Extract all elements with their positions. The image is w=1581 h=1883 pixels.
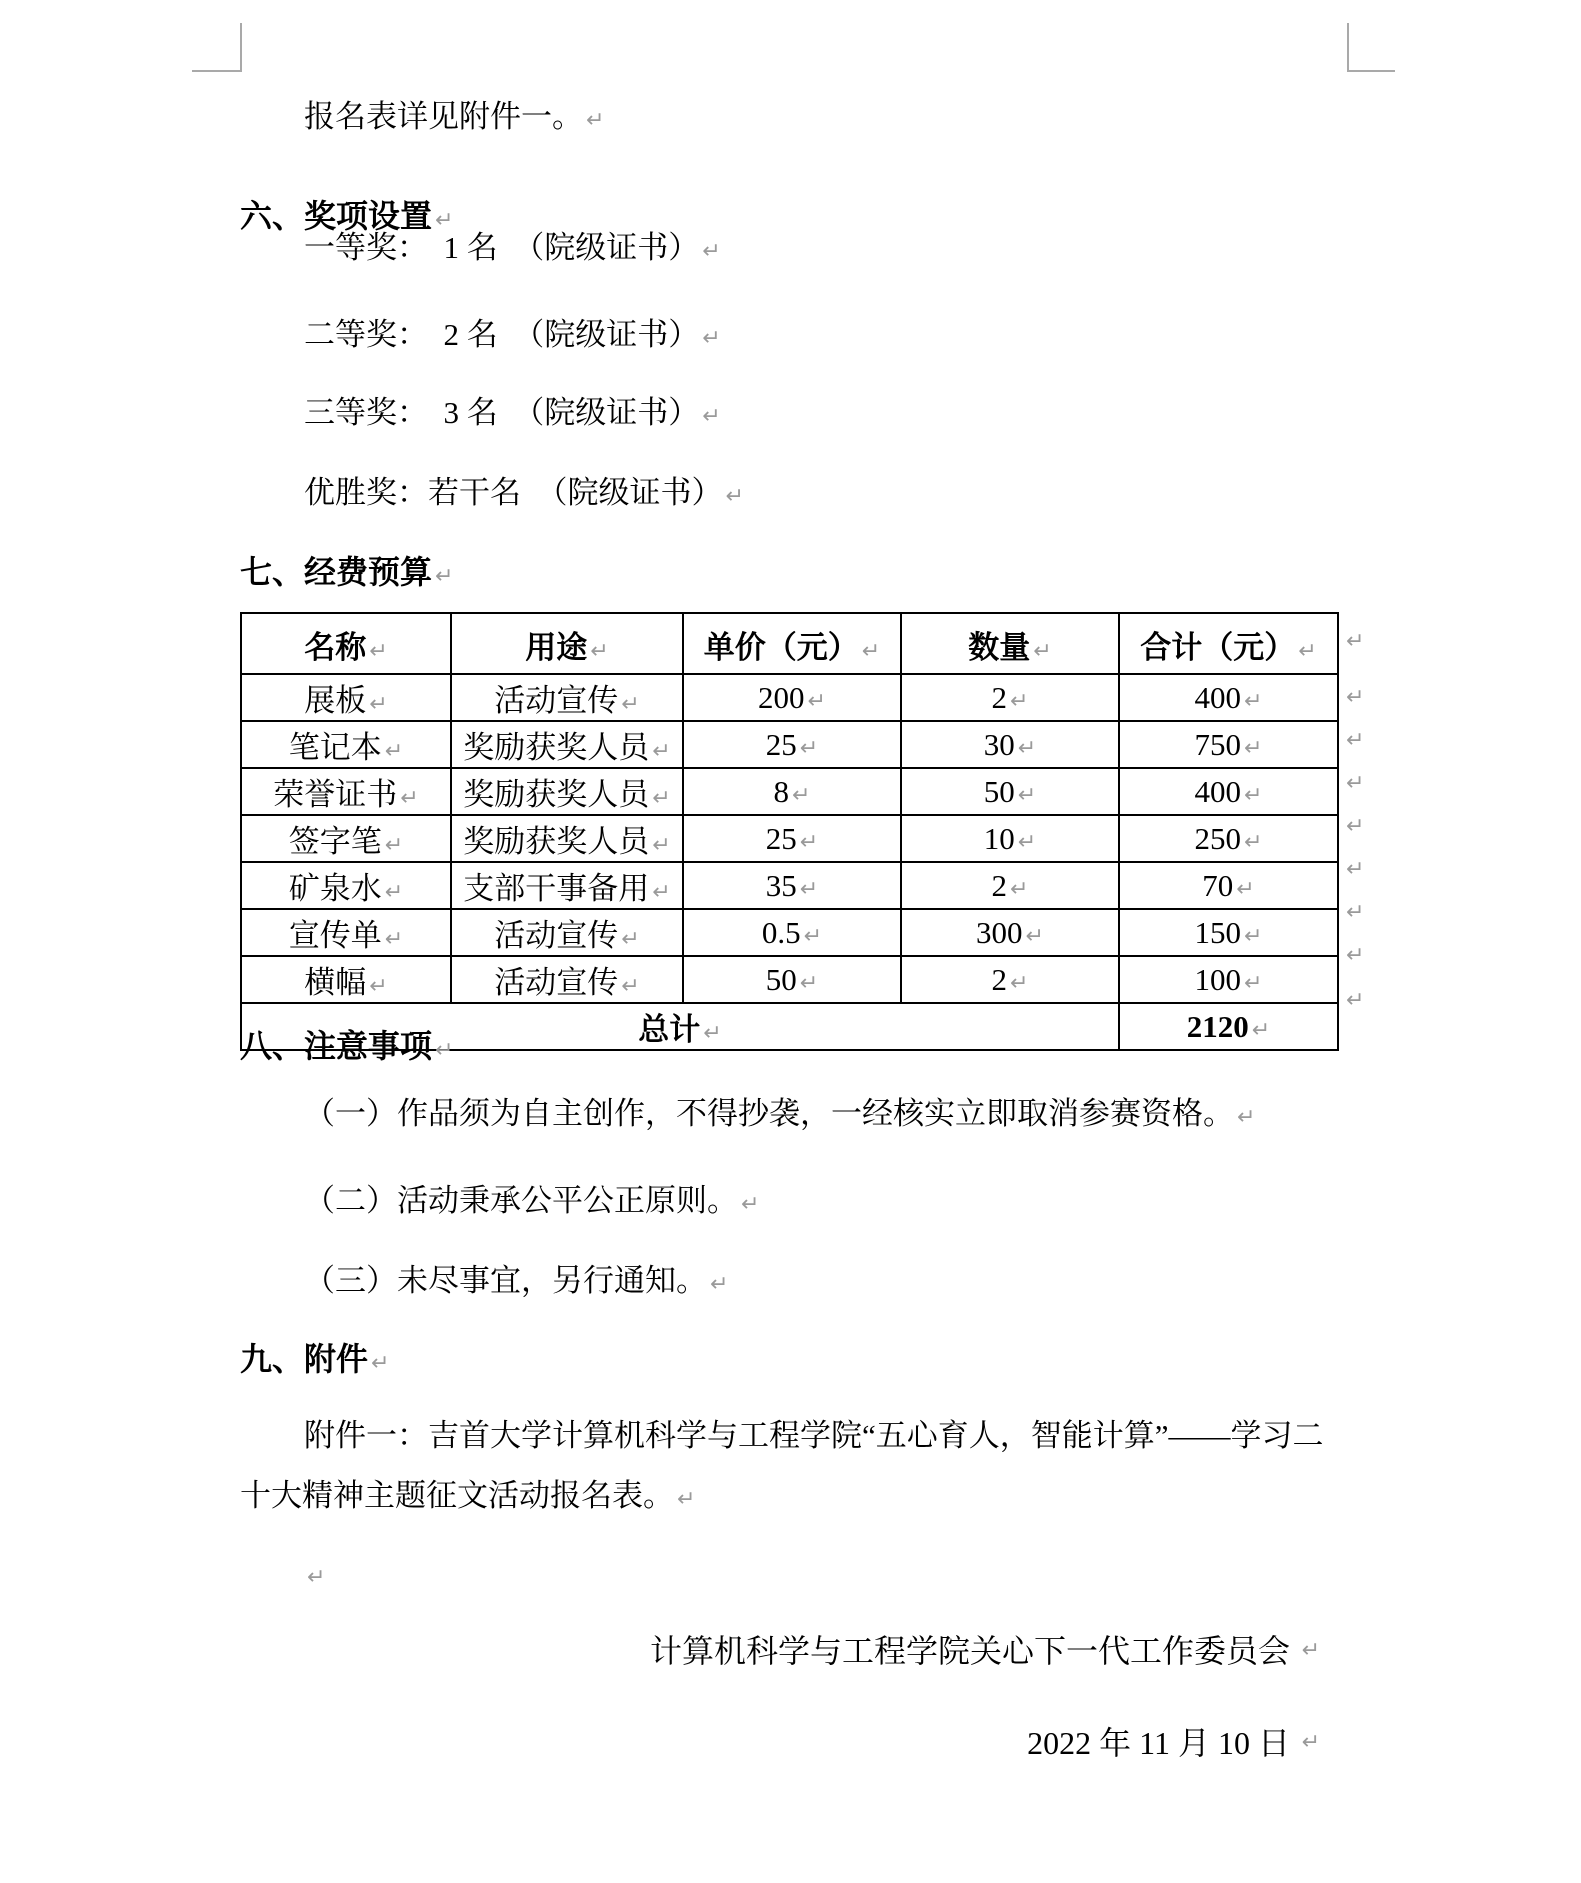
pilcrow-mark: ↵ [435,1038,454,1063]
table-row-certificate [241,768,1338,815]
pilcrow-mark: ↵ [703,1021,722,1046]
budget-table-wrapper [240,612,1339,1051]
pilcrow-mark: ↵ [369,639,388,664]
cell-item [241,862,451,909]
header-cell-subtotal [1119,613,1338,674]
cell-quantity [901,862,1119,909]
cell-text: 100 [1194,961,1242,997]
note-1-text: （一）作品须为自主创作，不得抄袭，一经核实立即取消参赛资格。 [304,1096,1234,1131]
pilcrow-mark: ↵ [1010,688,1029,714]
cell-text: 荣誉证书 [273,777,398,812]
award-line-second [240,313,1347,361]
pilcrow-mark: ↵ [586,108,605,133]
cell-text: 0.5 [761,914,801,950]
table-row-banner [241,956,1338,1003]
cell-text: 400 [1194,679,1242,715]
section-7-title: 七、经费预算 [240,554,433,590]
pilcrow-mark: ↵ [1301,1730,1320,1755]
header-subtotal-text: 合计（元） [1140,630,1296,665]
pilcrow-mark: ↵ [621,974,640,999]
cell-purpose [451,815,683,862]
row-end-pilcrow [1343,672,1383,720]
pilcrow-mark: ↵ [1244,735,1263,761]
cell-item [241,768,451,815]
pilcrow-mark: ↵ [725,484,744,509]
pilcrow-mark: ↵ [1346,685,1365,710]
cell-text: 8 [773,773,790,809]
cell-subtotal [1119,909,1338,956]
cell-text: 25 [765,726,797,762]
pilcrow-mark: ↵ [400,786,419,811]
total-value-text: 2120 [1186,1008,1249,1044]
section-6-title: 六、奖项设置 [240,198,433,234]
table-row-notebook [241,721,1338,768]
pilcrow-mark: ↵ [1346,857,1365,882]
note-3-text: （三）未尽事宜，另行通知。 [304,1263,707,1298]
table-row-pen [241,815,1338,862]
cell-text: 300 [976,914,1023,950]
row-end-pilcrow [1343,975,1383,1023]
pilcrow-mark: ↵ [861,639,881,664]
pilcrow-mark: ↵ [792,782,811,808]
cell-purpose [451,956,683,1003]
pilcrow-mark: ↵ [590,639,609,664]
pilcrow-mark: ↵ [1033,639,1052,664]
cell-unit-price [683,768,901,815]
pilcrow-mark: ↵ [710,1272,729,1297]
cell-text: 25 [765,820,797,856]
pilcrow-mark: ↵ [1251,1017,1271,1043]
date-line-wrap [1027,1721,1320,1765]
cell-text: 支部干事备用 [463,871,650,906]
cell-text: 35 [765,867,797,903]
cell-purpose [451,674,683,721]
committee-text: 计算机科学与工程学院关心下一代工作委员会 [649,1633,1290,1669]
pilcrow-mark: ↵ [702,326,721,351]
cell-item [241,674,451,721]
cell-subtotal [1119,721,1338,768]
cell-unit-price [683,909,901,956]
cell-text: 200 [758,679,805,715]
cell-unit-price [683,815,901,862]
header-name-text: 名称 [304,630,367,665]
section-9-title: 九、附件 [240,1341,369,1377]
pilcrow-mark: ↵ [652,833,671,858]
pilcrow-mark: ↵ [384,880,404,905]
budget-table [240,612,1339,1051]
pilcrow-mark: ↵ [1236,876,1255,902]
pilcrow-mark: ↵ [1025,923,1044,949]
cell-unit-price [683,862,901,909]
cell-text: 活动宣传 [494,683,619,718]
table-row-display-board [241,674,1338,721]
cell-quantity [901,956,1119,1003]
cell-text: 活动宣传 [494,965,619,1000]
pilcrow-mark: ↵ [435,208,454,233]
cell-subtotal [1119,956,1338,1003]
pilcrow-mark: ↵ [741,1192,760,1217]
pilcrow-mark: ↵ [702,239,721,264]
header-quantity-text: 数量 [968,630,1031,665]
pilcrow-mark: ↵ [799,876,819,902]
row-end-pilcrow [1343,801,1383,849]
pilcrow-mark: ↵ [435,564,454,589]
cell-unit-price [683,956,901,1003]
table-row-flyer [241,909,1338,956]
attachment-paragraph [240,1406,1347,1530]
empty-paragraph [304,1552,325,1600]
cell-subtotal [1119,768,1338,815]
table-row-water [241,862,1338,909]
header-cell-purpose [451,613,683,674]
pilcrow-mark: ↵ [1244,923,1263,949]
cell-text: 展板 [304,683,367,718]
cell-quantity [901,815,1119,862]
intro-paragraph [240,95,1347,143]
cell-text: 50 [983,773,1015,809]
pilcrow-mark: ↵ [369,692,388,717]
cell-purpose [451,768,683,815]
intro-text: 报名表详见附件一。 [304,99,583,134]
pilcrow-mark: ↵ [371,1351,390,1376]
pilcrow-mark: ↵ [1346,771,1365,796]
margin-crop-mark-top-left [192,23,242,72]
note-line-3 [240,1259,1347,1307]
cell-text: 30 [983,726,1015,762]
cell-text: 2 [991,961,1008,997]
cell-quantity [901,674,1119,721]
cell-quantity [901,909,1119,956]
cell-text: 750 [1194,726,1242,762]
pilcrow-mark: ↵ [1346,988,1365,1013]
pilcrow-mark: ↵ [1017,782,1037,808]
pilcrow-mark: ↵ [1346,629,1365,654]
pilcrow-mark: ↵ [799,829,819,855]
cell-quantity [901,768,1119,815]
header-purpose-text: 用途 [525,630,588,665]
pilcrow-mark: ↵ [1244,782,1263,808]
section-8-title: 八、注意事项 [240,1028,433,1064]
committee-signature [240,1629,1320,1673]
cell-item [241,815,451,862]
pilcrow-mark: ↵ [1298,639,1317,664]
cell-text: 250 [1194,820,1242,856]
cell-text: 奖励获奖人员 [463,777,650,812]
date-line [240,1721,1320,1765]
cell-text: 400 [1194,773,1242,809]
cell-unit-price [683,674,901,721]
cell-text: 活动宣传 [494,918,619,953]
pilcrow-mark: ↵ [677,1487,696,1512]
pilcrow-mark: ↵ [807,688,826,714]
pilcrow-mark: ↵ [1244,970,1263,996]
pilcrow-mark: ↵ [1346,943,1365,968]
cell-subtotal [1119,862,1338,909]
cell-text: 宣传单 [288,918,382,953]
section-7-heading [240,549,1347,600]
margin-crop-mark-top-right [1347,23,1395,72]
row-end-pilcrow [1343,887,1383,935]
pilcrow-mark: ↵ [1346,814,1365,839]
cell-item [241,721,451,768]
cell-purpose [451,909,683,956]
attachment-text: 附件一：吉首大学计算机科学与工程学院“五心育人，智能计算”——学习二十大精神主题征文活动报名表。 [240,1418,1324,1513]
cell-text: 笔记本 [288,730,382,765]
award-line-first [240,226,1347,274]
cell-text: 70 [1202,867,1234,903]
award-line-third [240,391,1347,439]
pilcrow-mark: ↵ [369,974,388,999]
cell-item [241,909,451,956]
award-line-winner [240,471,1347,519]
pilcrow-mark: ↵ [1017,829,1037,855]
pilcrow-mark: ↵ [652,880,671,905]
pilcrow-mark: ↵ [1346,900,1365,925]
cell-text: 50 [765,961,797,997]
row-end-pilcrow [1343,616,1383,664]
pilcrow-mark: ↵ [1346,728,1365,753]
award-first-text: 一等奖： 1 名 （院级证书） [304,230,700,265]
cell-text: 奖励获奖人员 [463,824,650,859]
pilcrow-mark: ↵ [1301,1638,1320,1663]
row-end-pilcrow [1343,758,1383,806]
date-text: 2022 年 11 月 10 日 [1027,1725,1290,1761]
section-8-heading [240,1023,1347,1074]
row-end-pilcrow [1343,844,1383,892]
cell-quantity [901,721,1119,768]
header-unit-price-text: 单价（元） [703,630,859,665]
header-cell-quantity [901,613,1119,674]
pilcrow-mark: ↵ [1010,970,1029,996]
cell-text: 2 [991,679,1008,715]
pilcrow-mark: ↵ [1237,1105,1256,1130]
pilcrow-mark: ↵ [384,739,404,764]
pilcrow-mark: ↵ [384,927,404,952]
pilcrow-mark: ↵ [307,1565,326,1590]
award-third-text: 三等奖： 3 名 （院级证书） [304,395,700,430]
cell-item [241,956,451,1003]
cell-unit-price [683,721,901,768]
note-2-text: （二）活动秉承公平公正原则。 [304,1183,738,1218]
row-end-pilcrow [1343,930,1383,978]
pilcrow-mark: ↵ [621,692,640,717]
cell-text: 矿泉水 [288,871,382,906]
pilcrow-mark: ↵ [1017,735,1037,761]
row-end-pilcrow [1343,715,1383,763]
header-cell-name [241,613,451,674]
cell-text: 奖励获奖人员 [463,730,650,765]
pilcrow-mark: ↵ [621,927,640,952]
note-line-1 [240,1092,1347,1140]
cell-purpose [451,862,683,909]
pilcrow-mark: ↵ [1244,829,1263,855]
pilcrow-mark: ↵ [803,923,823,949]
cell-text: 2 [991,867,1008,903]
pilcrow-mark: ↵ [702,404,721,429]
pilcrow-mark: ↵ [1244,688,1263,714]
cell-subtotal [1119,815,1338,862]
cell-subtotal [1119,674,1338,721]
cell-text: 横幅 [304,965,367,1000]
cell-text: 150 [1194,914,1242,950]
pilcrow-mark: ↵ [799,735,819,761]
pilcrow-mark: ↵ [652,739,671,764]
committee-line-wrap [649,1629,1320,1673]
header-cell-unit-price [683,613,901,674]
pilcrow-mark: ↵ [652,786,671,811]
total-label-text: 总计 [638,1012,701,1047]
pilcrow-mark: ↵ [799,970,819,996]
cell-text: 签字笔 [288,824,382,859]
cell-purpose [451,721,683,768]
section-9-heading [240,1336,1347,1387]
pilcrow-mark: ↵ [384,833,404,858]
award-winner-text: 优胜奖：若干名 （院级证书） [304,475,723,510]
budget-table-header-row [241,613,1338,674]
cell-text: 10 [983,820,1015,856]
note-line-2 [240,1179,1347,1227]
pilcrow-mark: ↵ [1010,876,1029,902]
award-second-text: 二等奖： 2 名 （院级证书） [304,317,700,352]
